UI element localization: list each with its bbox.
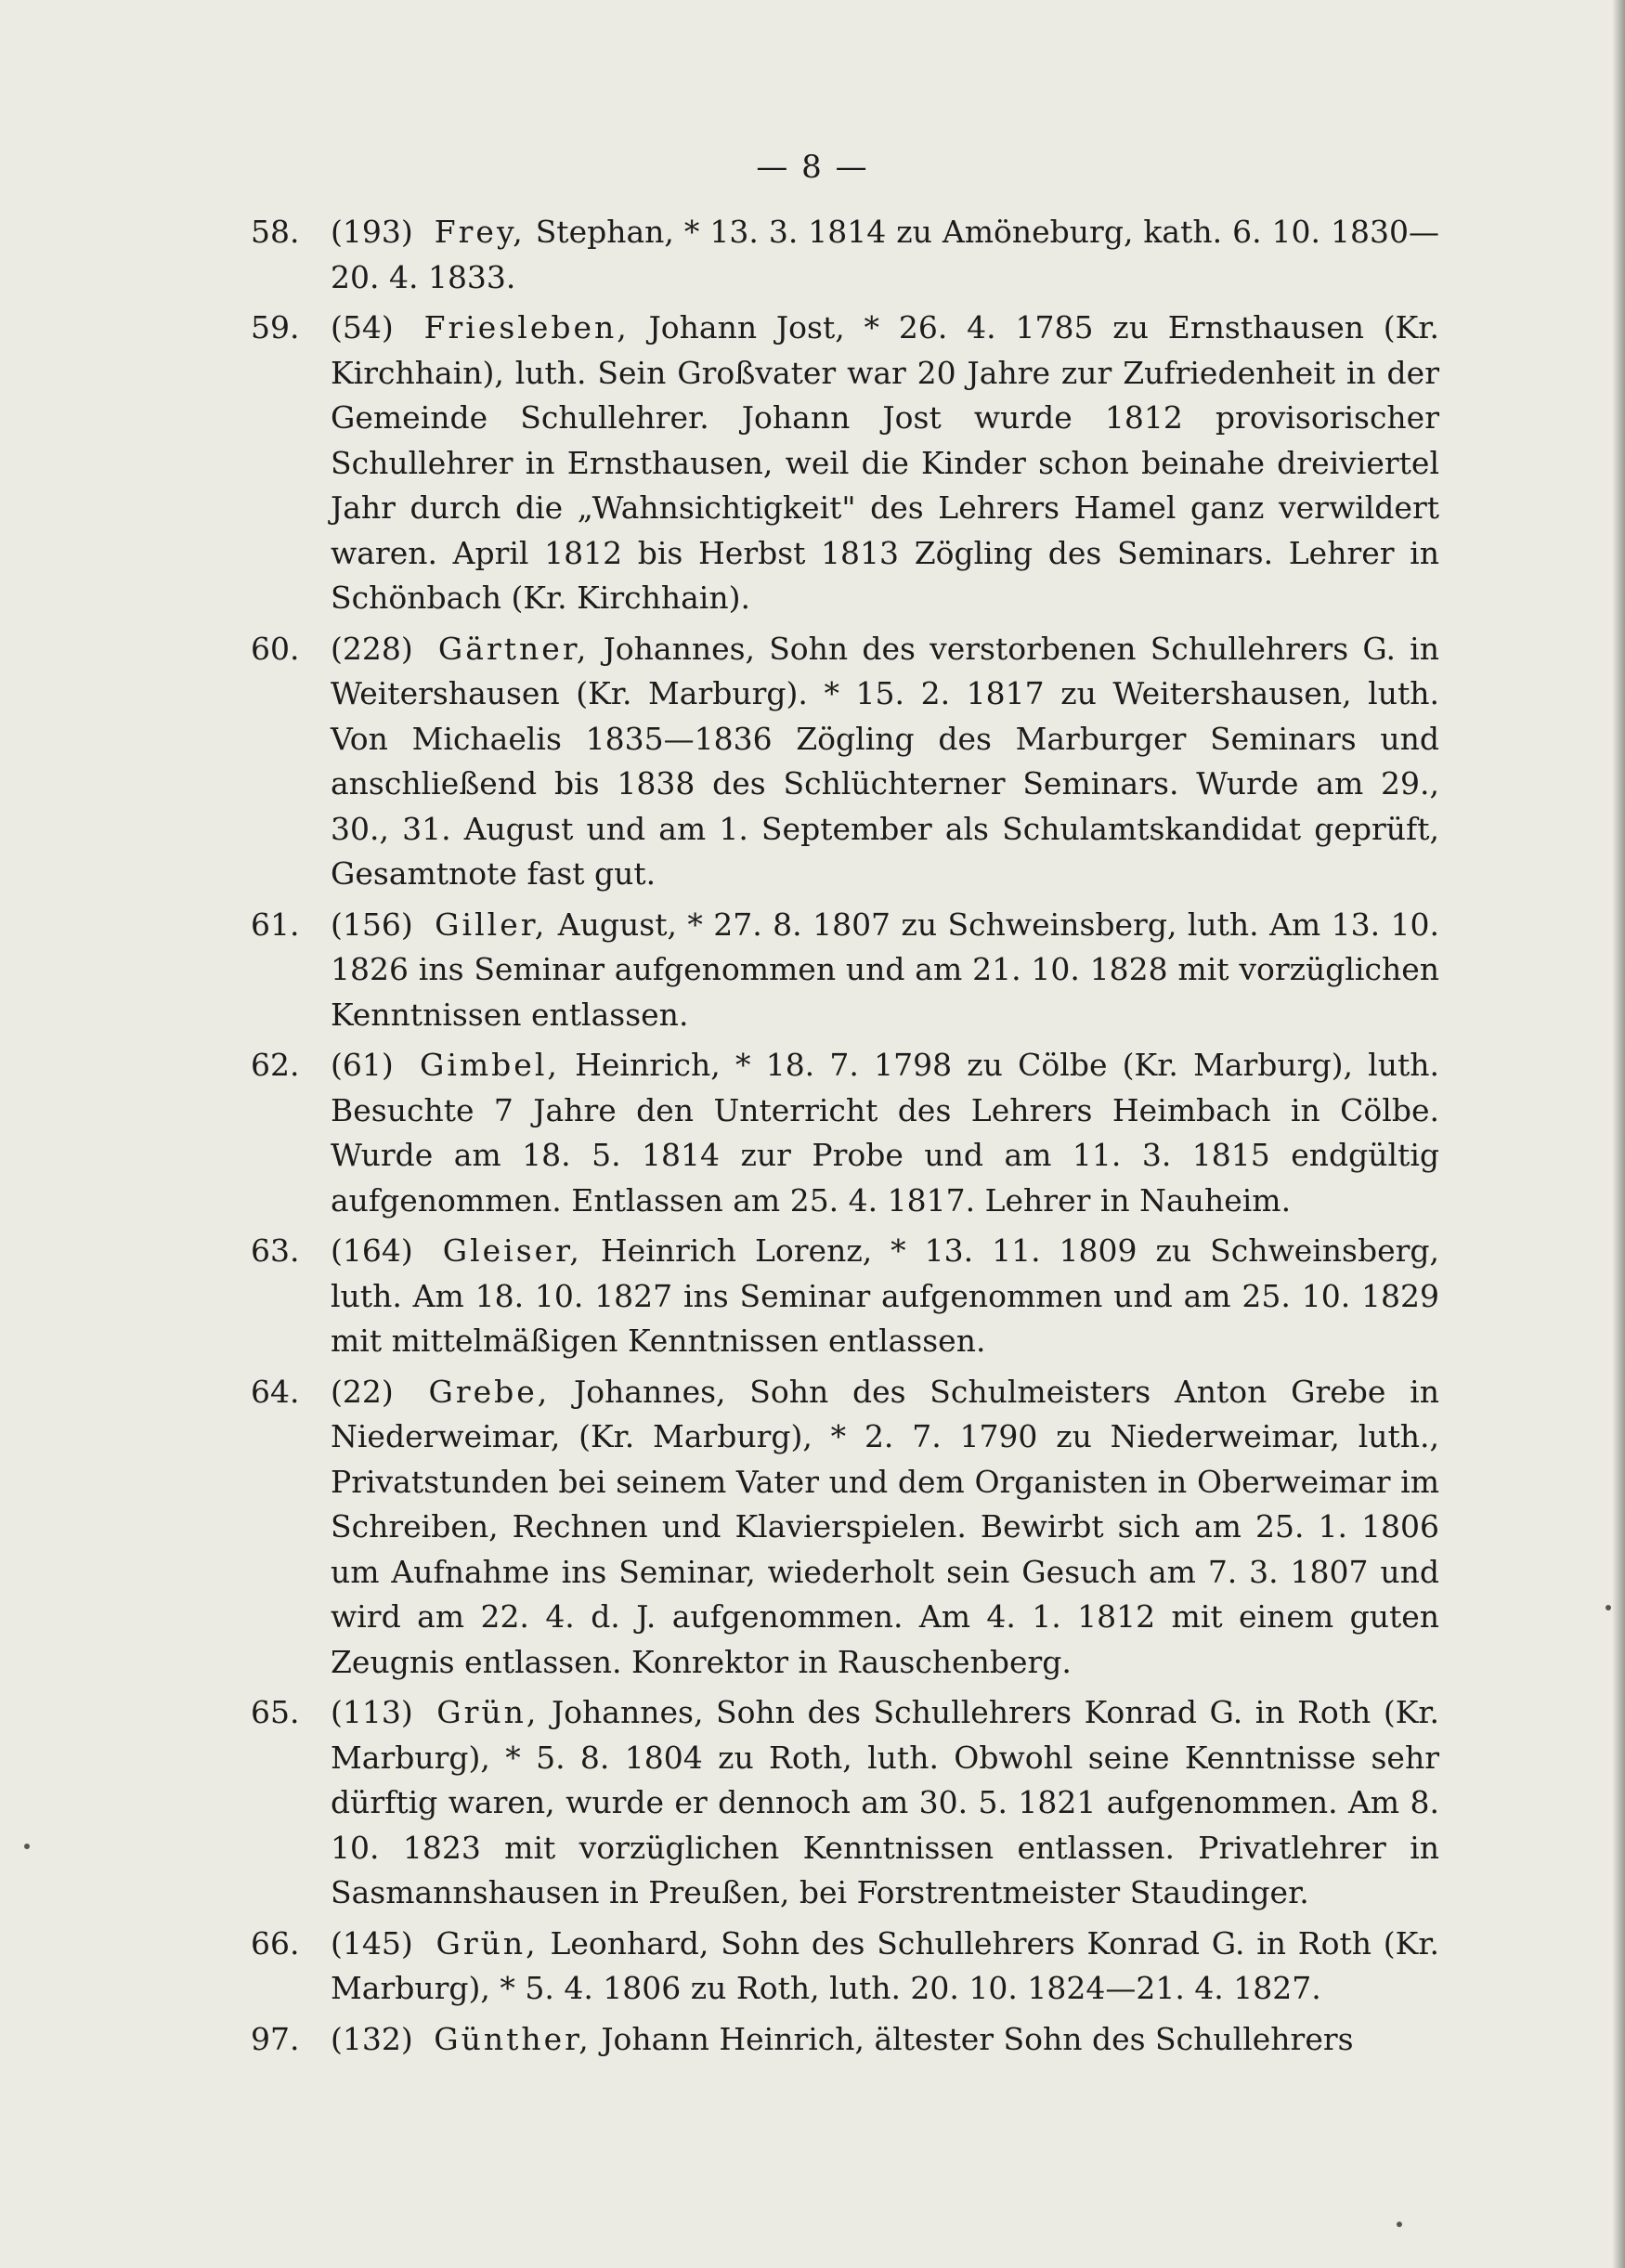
entry-surname: Gimbel, [419, 1047, 560, 1083]
entry-reference: (113) [331, 1694, 413, 1730]
entry-text: Stephan, * 13. 3. 1814 zu Amöneburg, kath. 6. 10. 1830—20. 4. 1833. [331, 214, 1440, 295]
entry-list [251, 210, 1439, 2067]
entry-surname: Grebe, [428, 1373, 551, 1410]
entry-number: 97. [251, 2020, 300, 2057]
entry-reference: (22) [331, 1373, 394, 1410]
entry-surname: Gärtner, [437, 630, 590, 667]
entry-reference: (61) [331, 1047, 394, 1083]
paper-speck [24, 1844, 30, 1849]
entry-surname: Frey, [434, 214, 526, 250]
entry-text: Heinrich, * 18. 7. 1798 zu Cölbe (Kr. Marburg), luth. Besuchte 7 Jahre den Unterricht des Lehrers Heimbach in Cölbe. Wurde am 18. 5. 1814 zur Probe und am 11. 3. 1815 endgültig aufgenommen. Entlassen am 25. 4. 1817. Lehrer in Nauheim. [331, 1047, 1439, 1219]
entry-number: 66. [251, 1924, 300, 1962]
entry-number: 58. [251, 214, 300, 250]
entry-text: Heinrich Lorenz, * 13. 11. 1809 zu Schweinsberg, luth. Am 18. 10. 1827 ins Seminar aufgenommen und am 25. 10. 1829 mit mittelmäßigen Kenntnissen entlassen. [331, 1232, 1440, 1359]
entry-text: August, * 27. 8. 1807 zu Schweinsberg, luth. Am 13. 10. 1826 ins Seminar aufgenommen und am 21. 10. 1828 mit vorzüglichen Kenntnissen entlassen. [331, 906, 1439, 1033]
entry-surname: Friesleben, [423, 309, 630, 345]
entry-text: Johannes, Sohn des Schullehrers Konrad G. in Roth (Kr. Marburg), * 5. 8. 1804 zu Roth, luth. Obwohl seine Kenntnisse sehr dürftig waren, wurde er dennoch am 30. 5. 1821 aufgenommen. Am 8. 10. 1823 mit vorzüglichen Kenntnissen entlassen. Privatlehrer in Sasmannshausen in Preußen, bei Forstrentmeister Staudinger. [331, 1694, 1439, 1910]
entry-64 [251, 1370, 1439, 1686]
entry-62 [251, 1043, 1439, 1223]
entry-text: Leonhard, Sohn des Schullehrers Konrad G. in Roth (Kr. Marburg), * 5. 4. 1806 zu Roth, luth. 20. 10. 1824—21. 4. 1827. [331, 1924, 1439, 2006]
entry-text: Johannes, Sohn des Schulmeisters Anton Grebe in Niederweimar, (Kr. Marburg), * 2. 7. 1790 zu Niederweimar, luth., Privatstunden bei seinem Vater und dem Organisten in Oberweimar im Schreiben, Rechnen und Klavierspielen. Bewirbt sich am 25. 1. 1806 um Aufnahme ins Seminar, wiederholt sein Gesuch am 7. 3. 1807 und wird am 22. 4. d. J. aufgenommen. Am 4. 1. 1812 mit einem guten Zeugnis entlassen. Konrektor in Rauschenberg. [331, 1373, 1439, 1680]
paper-speck [1397, 2222, 1402, 2227]
entry-number: 63. [251, 1232, 300, 1269]
entry-number: 60. [251, 630, 300, 667]
entry-97 [251, 2017, 1439, 2063]
entry-surname: Günther, [434, 2020, 592, 2057]
entry-surname: Giller, [435, 906, 548, 943]
entry-reference: (132) [331, 2020, 413, 2057]
entry-reference: (54) [331, 309, 394, 345]
entry-surname: Grün, [436, 1694, 540, 1730]
entry-number: 65. [251, 1694, 300, 1730]
entry-reference: (193) [331, 214, 413, 250]
entry-58 [251, 210, 1439, 300]
paper-speck [1606, 1605, 1611, 1610]
entry-63 [251, 1229, 1439, 1364]
entry-66 [251, 1922, 1439, 2012]
entry-60 [251, 627, 1439, 897]
page-number: — 8 — [756, 149, 869, 186]
entry-reference: (164) [331, 1232, 413, 1269]
entry-65 [251, 1690, 1439, 1916]
entry-number: 61. [251, 906, 300, 943]
page-edge-shadow [1612, 0, 1625, 2268]
entry-number: 59. [251, 309, 300, 345]
entry-reference: (145) [331, 1924, 413, 1962]
entry-text: Johann Jost, * 26. 4. 1785 zu Ernsthausen (Kr. Kirchhain), luth. Sein Großvater war 20 Jahre zur Zufriedenheit in der Gemeinde Schullehrer. Johann Jost wurde 1812 provisorischer Schullehrer in Ernsthausen, weil die Kinder schon beinahe dreiviertel Jahr durch die „Wahnsichtigkeit" des Lehrers Hamel ganz verwildert waren. April 1812 bis Herbst 1813 Zögling des Seminars. Lehrer in Schönbach (Kr. Kirchhain). [331, 309, 1439, 616]
entry-reference: (156) [331, 906, 413, 943]
entry-text: Johannes, Sohn des verstorbenen Schullehrers G. in Weitershausen (Kr. Marburg). * 15. 2. 1817 zu Weitershausen, luth. Von Michaelis 1835—1836 Zögling des Marburger Seminars und anschließend bis 1838 des Schlüchterner Seminars. Wurde am 29., 30., 31. August und am 1. September als Schulamtskandidat geprüft, Gesamtnote fast gut. [331, 630, 1439, 892]
entry-surname: Gleiser, [442, 1232, 582, 1269]
entry-number: 62. [251, 1047, 300, 1083]
entry-59 [251, 306, 1439, 621]
entry-reference: (228) [331, 630, 413, 667]
entry-number: 64. [251, 1373, 300, 1410]
entry-surname: Grün, [436, 1924, 539, 1962]
entry-61 [251, 903, 1439, 1038]
entry-text: Johann Heinrich, ältester Sohn des Schullehrers [601, 2020, 1354, 2057]
